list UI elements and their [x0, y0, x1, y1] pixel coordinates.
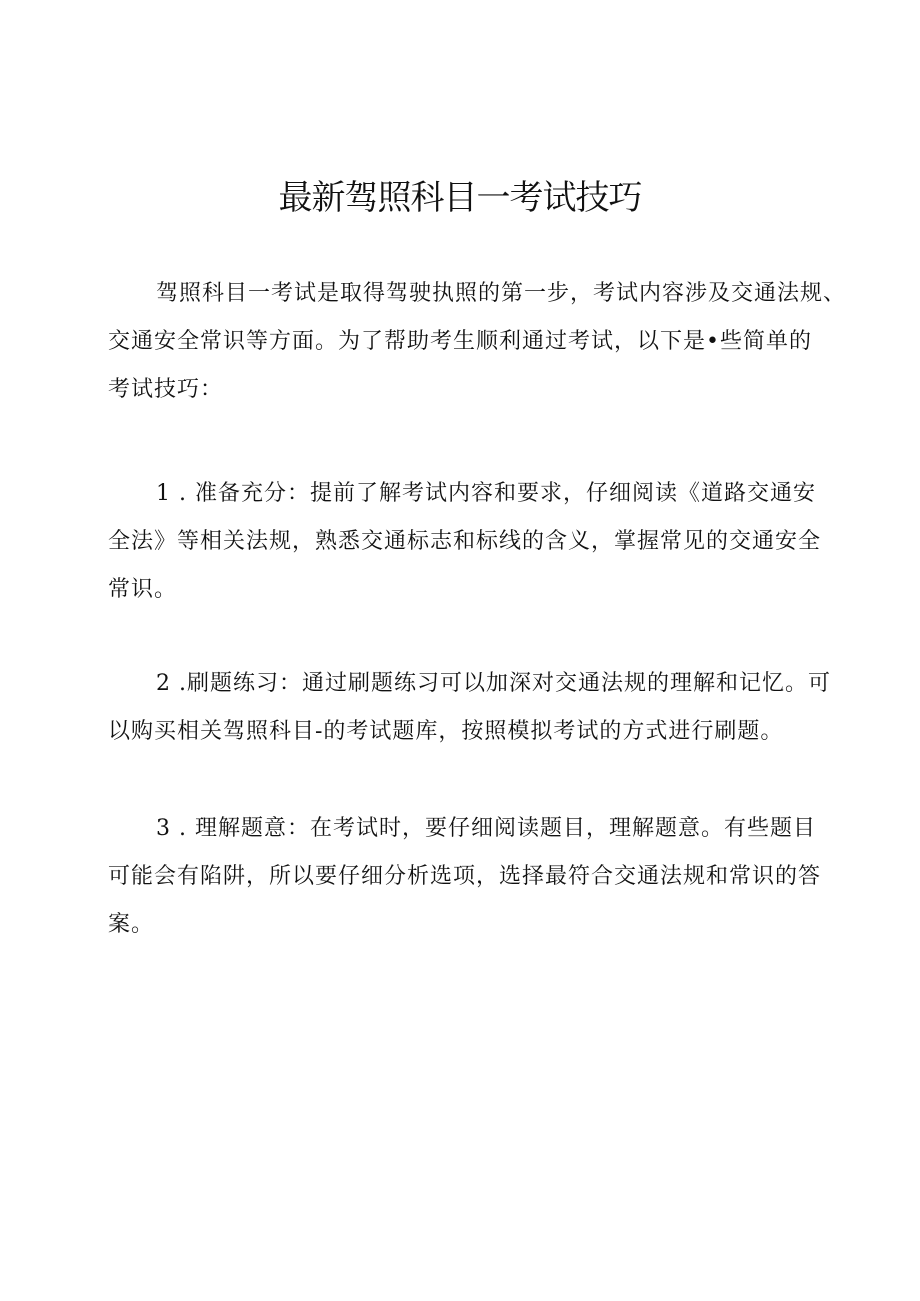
intro-line: 考试技巧：	[108, 377, 224, 402]
tip-1-line: 1 . 准备充分：提前了解考试内容和要求，仔细阅读《道路交通安	[156, 481, 816, 506]
tip-2-paragraph	[108, 660, 831, 756]
tip-1-paragraph	[108, 470, 826, 614]
tip-3-paragraph	[108, 805, 826, 949]
tip-1-line: 全法》等相关法规，熟悉交通标志和标线的含义，掌握常见的交通安全	[108, 529, 822, 554]
intro-line: 交通安全常识等方面。为了帮助考生顺利通过考试，以下是•些简单的	[108, 329, 812, 354]
tip-2-line: 以购买相关驾照科目-的考试题库，按照模拟考试的方式进行刷题。	[108, 719, 784, 744]
intro-line: 驾照科目一考试是取得驾驶执照的第一步，考试内容涉及交通法规、	[156, 281, 847, 306]
tip-1-line: 常识。	[108, 577, 178, 602]
document-title: 最新驾照科目一考试技巧	[278, 178, 642, 218]
intro-paragraph	[108, 270, 847, 414]
tip-3-line: 3 . 理解题意：在考试时，要仔细阅读题目，理解题意。有些题目	[156, 816, 816, 841]
tip-3-line: 可能会有陷阱，所以要仔细分析选项，选择最符合交通法规和常识的答	[108, 864, 822, 889]
tip-2-line: 2 .刷题练习：通过刷题练习可以加深对交通法规的理解和记忆。可	[156, 671, 831, 696]
tip-3-line: 案。	[108, 912, 155, 937]
